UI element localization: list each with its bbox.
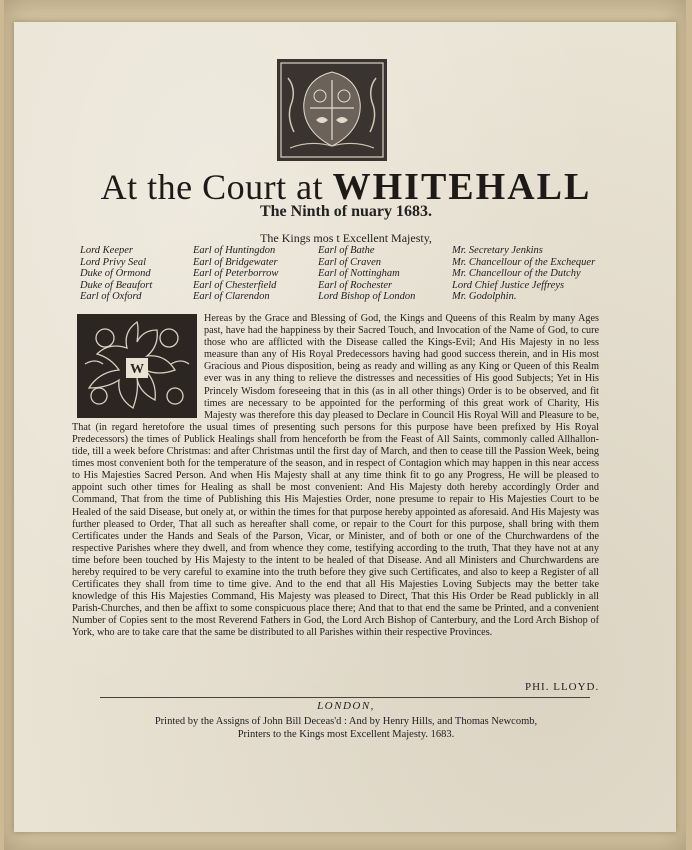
member-name: Mr. Chancellour of the Exchequer: [452, 256, 596, 268]
proclamation-body: [72, 313, 599, 640]
initial-space: [72, 313, 204, 421]
divider-rule: [100, 697, 590, 698]
body-text: Hereas by the Grace and Blessing of God, the Kings and Queens of this Realm by many Ages past, have had the happiness by their Sacred Touch, and Invocation of the Name of God, to cure those who are afflicted with the Disease called the Kings-Evil; And His Majesty in no less measure than any of His Royal Predecessors having had good success therein, and in His most Gracious and Pious disposition, being as ready and willing as any King or Queen of this Realm ever was in any thing to relieve the distresses and necessities of His good Subjects; Yet in His Princely Wisdom foreseeing that in this (as in all other things) Order is to be observed, and fit times are necessary to be appointed for the performing of this great work of Charity, His Majesty was therefore this day pleased to Declare in Council His Royal Will and Pleasure to be, That (in regard heretofore the usual times of presenting such persons for this purpose have been prefixed by His Royal Predecessors) the times of Publick Healings shall from henceforth be from the Feast of All Saints, commonly called Allhallon-tide, till a week before Christmas: and after Christmas until the first day of March, and then to cease till the Passion Week, being times most convenient both for the temperature of the season, and in respect of Contagion which may happen in this near access to His Majesties Sacred Person. And when His Majesty shall at any time think fit to go any Progress, He will be pleased to appoint such other times for Healing as shall be most convenient: And His Majesty doth hereby accordingly Order and Command, That from the time of Publishing this His Majesties Order, none presume to repair to His Majesties Court to be Healed of the said Disease, but onely at, or within the times for that purpose hereby appointed as aforesaid. And His Majesty was further pleased to Order, That all such as hereafter shall come, or repair to the Court for this purpose, shall bring with them Certificates under the Hands and Seals of the Parson, Vicar, or Minister, and of both or one of the Churchwardens of the respective Parishes where they dwell, and from whence they come, testifying according to the truth, That they have not at any time before been touched by His Majesty to the intent to be healed of that Disease. And all Ministers and Churchwardens are hereby required to be very careful to examine into the truth before they give such Certificates, and also to keep a Register of all Certificates they shall from time to time give. And to the end that all His Majesties Loving Subjects may the better take knowledge of this His Majesties Command, His Majesty was pleased to Direct, That this His Order be Read publickly in all Parish-Churches, and then be affixt to some conspicuous place there; And that to that end the same be Printed, and a convenient Number of Copies sent to the most Reverend Fathers in God, the Lord Arch Bishop of Canterbury, and the Lord Arch Bishop of York, who are to take care that the same be distributed to all Parishes within their respective Provinces.: [72, 313, 599, 639]
council-members-column-2: [193, 245, 278, 303]
majesty-line: The Kings mos t Excellent Majesty,: [260, 231, 432, 245]
member-name: Lord Bishop of London: [318, 291, 416, 303]
council-members-column-3: [318, 245, 415, 303]
printer-imprint: [0, 715, 692, 741]
title-prefix: At the Court at: [100, 167, 324, 207]
member-name: Duke of Beaufort: [80, 279, 153, 291]
imprint-line-2: Printers to the Kings most Excellent Majesty. 1683.: [237, 729, 455, 740]
member-name: Earl of Craven: [318, 256, 381, 268]
royal-arms-woodcut-icon: [276, 58, 388, 162]
member-name: Mr. Chancellour of the Dutchy: [452, 268, 581, 280]
proclamation-date: The Ninth of nuary 1683.: [259, 203, 433, 220]
title-place: WHITEHALL: [332, 166, 592, 208]
member-name: Earl of Nottingham: [318, 268, 400, 280]
imprint-line-1: Printed by the Assigns of John Bill Deceas'd : And by Henry Hills, and Thomas Newcomb,: [154, 716, 538, 727]
signature: PHI. LLOYD.: [525, 681, 600, 693]
member-name: Lord Keeper: [80, 245, 133, 256]
member-name: Mr. Secretary Jenkins: [452, 245, 543, 256]
member-name: Lord Chief Justice Jeffreys: [452, 279, 565, 291]
member-name: Earl of Chesterfield: [193, 279, 277, 291]
member-name: Earl of Rochester: [318, 279, 393, 291]
member-name: Earl of Bridgewater: [193, 256, 278, 268]
member-name: Earl of Peterborrow: [193, 268, 279, 280]
member-name: Earl of Oxford: [80, 291, 142, 303]
member-name: Duke of Ormond: [80, 268, 151, 280]
member-name: Mr. Godolphin.: [452, 291, 517, 303]
member-name: Earl of Bathe: [318, 245, 375, 256]
council-members-column-1: [80, 245, 152, 303]
imprint-place: LONDON,: [317, 700, 375, 712]
member-name: Lord Privy Seal: [80, 256, 147, 268]
council-members-column-4: [452, 245, 595, 303]
member-name: Earl of Clarendon: [193, 291, 270, 303]
member-name: Earl of Huntingdon: [193, 245, 276, 256]
initial-letter: W: [130, 362, 144, 377]
